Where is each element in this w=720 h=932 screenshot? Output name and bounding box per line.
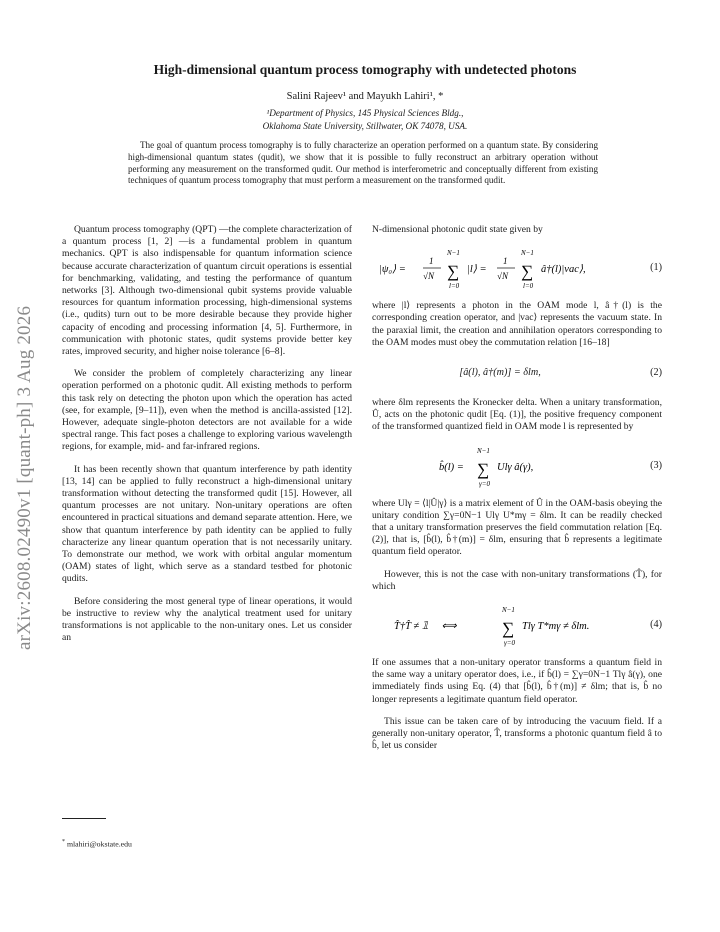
paragraph: We consider the problem of completely characterizing any linear operation performed on a photonic qudit. All existing methods to perform this task rely on detecting the photon upon which the operation has acted (see, for example, [9–11]), even when the method is ancilla-assisted [12]. However, adequate single-photon detectors are not available for a wide spectral range. This fact poses a challenge to exploring various wavelength regions, for example, mid- and far-infrared regions. (62, 368, 352, 453)
eq1-lhs: |ψ₀⟩ = (379, 264, 406, 276)
eq1-frac-den: √N (423, 271, 434, 282)
eq1-sum-sign: ∑ (447, 262, 460, 282)
eq3-lhs: b̂(l) = (439, 461, 464, 473)
equation-1 (372, 246, 662, 290)
equation-3-svg (435, 444, 565, 488)
eq4-rhs: Tlγ T*mγ ≠ δlm. (522, 621, 590, 633)
eq1-frac2-num: 1 (503, 256, 508, 267)
footnote (62, 839, 132, 849)
eq1-rhs: â†(l)|vac⟩, (541, 264, 586, 276)
equation-4 (372, 603, 662, 647)
arxiv-identifier: arXiv:2608.02490v1 [quant-ph] 3 Aug 2026 (14, 305, 35, 650)
eq4-sum-top: N−1 (502, 606, 515, 615)
equation-number: (1) (650, 262, 662, 274)
paragraph: It has been recently shown that quantum interference by path identity [13, 14] can be applied to fully reconstruct a high-dimensional unitary transformation without detecting the transformed qudit [15]. However, all quantum processes are not unitary. Non-unitary operations are often encountered in practical situations and demand separate attention. Here, we show that quantum interference by path identity can be applied to fully characterize any linear quantum operation that is not necessarily unitary. To demonstrate our method, we work with orbital angular momentum (OAM) states of light, which serve as a standard testbed for photonic qudits. (62, 463, 352, 585)
equation-1-svg (375, 246, 625, 290)
paragraph: where |l⟩ represents a photon in the OAM mode l, â†(l) is the corresponding creation operator, and |vac⟩ represents the vacuum state. In the paraxial limit, the creation and annihilation operators corresponding to the OAM modes must obey the commutation relation [16–18] (372, 300, 662, 348)
equation-number: (2) (650, 366, 662, 378)
eq3-sum-bot: γ=0 (479, 479, 490, 488)
paragraph: where δlm represents the Kronecker delta. When a unitary transformation, Û, acts on the photonic qudit [Eq. (1)], the positive frequency component of the transformed quantized field in OAM mode l is represented by (372, 397, 662, 433)
paragraph: If one assumes that a non-unitary operator transforms a quantum field in the same way a unitary operator does, i.e., if b̂(l) = ∑γ=0N−1 Tlγ â(γ), one immediately finds using Eq. (4) that [b̂(l), b̂†(m)] ≠ δlm; that is, b̂ no longer represents a legitimate quantum field operator. (372, 657, 662, 705)
footnote-rule (62, 818, 106, 819)
eq1-frac-num: 1 (429, 256, 434, 267)
affiliation (60, 107, 670, 133)
eq1-sum-top: N−1 (447, 249, 460, 258)
eq1-mid: |l⟩ = (467, 264, 487, 276)
eq3-rhs: Ulγ â(γ), (497, 461, 534, 473)
right-column (372, 224, 662, 762)
equation-4-svg (390, 603, 610, 647)
eq1-sum2-top: N−1 (521, 249, 534, 258)
paragraph: However, this is not the case with non-unitary transformations (T̂), for which (372, 568, 662, 592)
eq3-sum-sign: ∑ (477, 459, 490, 479)
eq1-sum-bot: l=0 (449, 282, 460, 291)
eq4-lhs: T̂†T̂ ≠ 𝟙 ⟺ (394, 621, 457, 633)
affiliation-line-2: Oklahoma State University, Stillwater, OK 74078, USA. (262, 121, 468, 131)
footnote-email: mlahiri@okstate.edu (66, 839, 132, 849)
paragraph: This issue can be taken care of by introducing the vacuum field. If a generally non-unitary operator, T̂, transforms a photonic quantum field â to b̂, let us consider (372, 715, 662, 752)
left-column (62, 224, 352, 655)
eq1-sum2-sign: ∑ (521, 262, 534, 282)
affiliation-line-1: ¹Department of Physics, 145 Physical Sciences Bldg., (266, 108, 464, 118)
footnote-marker: * (62, 839, 65, 845)
eq1-sum2-bot: l=0 (523, 282, 534, 291)
eq4-sum-sign: ∑ (502, 619, 515, 639)
equation-number: (3) (650, 459, 662, 471)
paragraph: Before considering the most general type of linear operations, it would be instructive to review why the analytical treatment used for unitary transformations is not applicable to the non-unitary ones. Let us consider an (62, 595, 352, 644)
equation-2 (372, 359, 662, 387)
paper-title: High-dimensional quantum process tomography with undetected photons (153, 62, 577, 77)
author-list: Salini Rajeev¹ and Mayukh Lahiri¹, * (286, 91, 444, 102)
equation-number: (4) (650, 618, 662, 630)
eq3-sum-top: N−1 (477, 446, 490, 455)
paragraph: N-dimensional photonic qudit state given by (372, 224, 543, 235)
eq1-frac2-den: √N (497, 271, 508, 282)
abstract: The goal of quantum process tomography is to fully characterize an operation performed on a quantum state. By considering high-dimensional quantum states (qudit), we show that it is possible to fully reconstruct an arbitrary operation without performing any measurement on the transformed qudit. Our method is interferometric and conceptually different from existing techniques of quantum process tomography that must perform a measurement on the transformed qudit. (128, 140, 598, 186)
eq4-sum-bot: γ=0 (504, 639, 515, 648)
equation-3 (372, 444, 662, 488)
paragraph: where Ulγ = ⟨l|Û|γ⟩ is a matrix element of Û in the OAM-basis obeying the unitary condition ∑γ=0N−1 Ulγ U*mγ = δlm. It can be readily checked that a unitary transformation preserves the field commutation relation [Eq. (2)], that is, [b̂(l), b̂†(m)] = δlm, ensuring that b̂ represents a legitimate quantum field operator. (372, 497, 662, 558)
eq2-body: [â(l), â†(m)] = δlm, (459, 366, 541, 378)
paragraph: Quantum process tomography (QPT) —the complete characterization of a quantum process [1, 2] —is a fundamental problem in quantum mechanics. QPT is also indispensable for quantum information science because accurate characterization of quantum circuit operations is essential for benchmarking, validating, and testing the performance of quantum networks [3]. Although two-dimensional qubit systems provide valuable resources for quantum information processing, high-dimensional systems (i.e., qudits) turn out to be more desirable because they provide higher capacity of encoding and processing information [4, 5]. Furthermore, in communication with photonic states, qudit systems provide better key rates, improved security, and higher noise tolerance [6–8]. (62, 224, 352, 358)
